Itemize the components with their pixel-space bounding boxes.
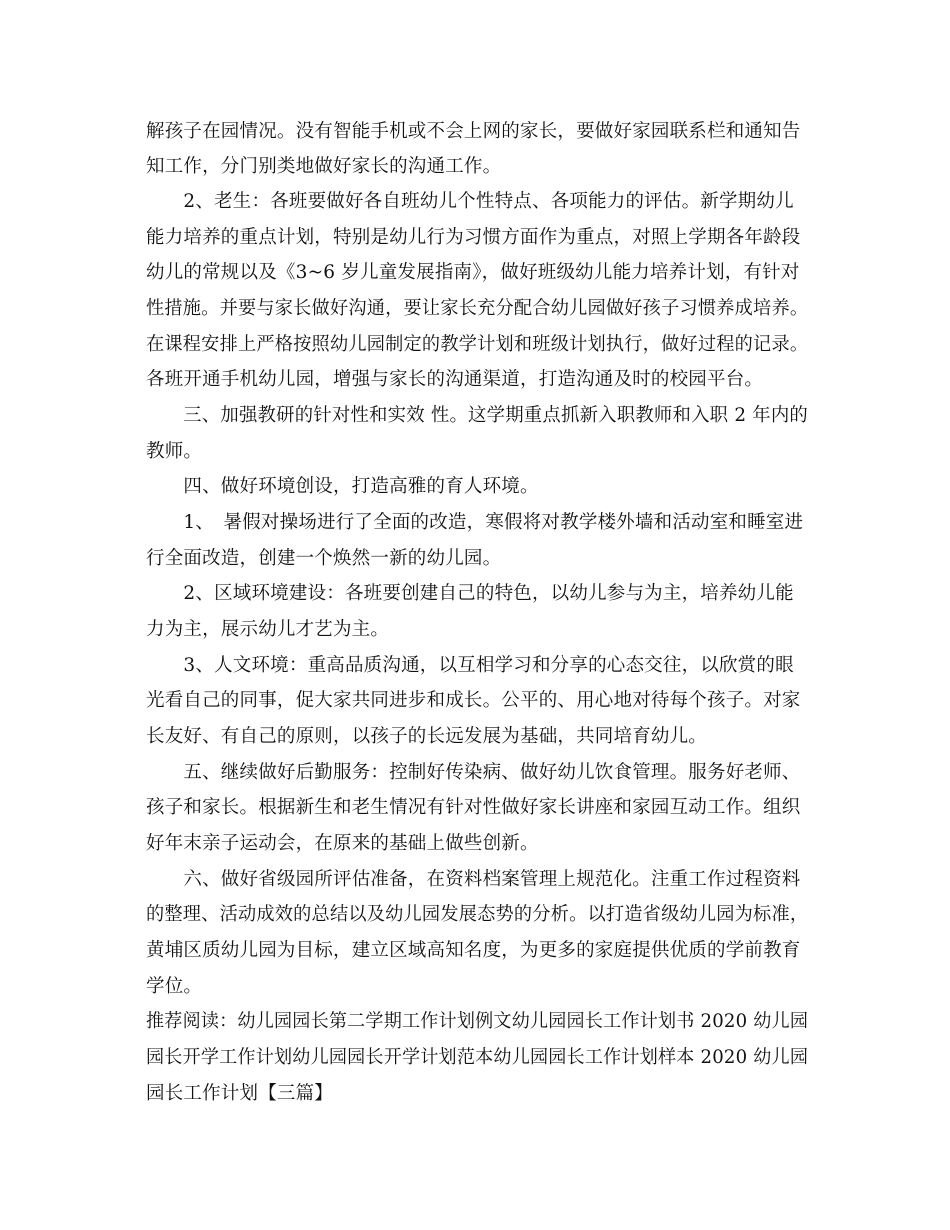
text-line: 在课程安排上严格按照幼儿园制定的教学计划和班级计划执行，做好过程的记录。	[146, 334, 809, 355]
text-line: 解孩子在园情况。没有智能手机或不会上网的家长，要做好家园联系栏和通知告	[146, 121, 801, 142]
text-line: 1、 暑假对操场进行了全面的改造，寒假将对教学楼外墙和活动室和睡室进	[146, 512, 804, 533]
text-line: 各班开通手机幼儿园，增强与家长的沟通渠道，打造沟通及时的校园平台。	[146, 369, 764, 390]
text-line: 好年末亲子运动会，在原来的基础上做些创新。	[146, 833, 539, 854]
text-line: 园长开学工作计划幼儿园园长开学计划范本幼儿园园长工作计划样本 2020 幼儿园	[146, 1047, 809, 1068]
text-line: 行全面改造，创建一个焕然一新的幼儿园。	[146, 548, 502, 569]
text-line: 能力培养的重点计划，特别是幼儿行为习惯方面作为重点，对照上学期各年龄段	[146, 227, 801, 248]
text-line: 2、区域环境建设：各班要创建自己的特色，以幼儿参与为主，培养幼儿能	[146, 583, 794, 604]
text-line: 五、继续做好后勤服务：控制好传染病、做好幼儿饮食管理。服务好老师、	[146, 762, 801, 783]
text-line: 孩子和家长。根据新生和老生情况有针对性做好家长讲座和家园互动工作。组织	[146, 797, 801, 818]
text-line: 的整理、活动成效的总结以及幼儿园发展态势的分析。以打造省级幼儿园为标准，	[146, 904, 809, 925]
text-line: 六、做好省级园所评估准备，在资料档案管理上规范化。注重工作过程资料	[146, 869, 801, 890]
text-line: 光看自己的同事，促大家共同进步和成长。公平的、用心地对待每个孩子。对家	[146, 690, 801, 711]
text-line: 性措施。并要与家长做好沟通，要让家长充分配合幼儿园做好孩子习惯养成培养。	[146, 298, 809, 319]
text-line: 3、人文环境：重高品质沟通，以互相学习和分享的心态交往，以欣赏的眼	[146, 655, 794, 676]
text-line: 知工作，分门别类地做好家长的沟通工作。	[146, 156, 502, 177]
text-line: 园长工作计划【三篇】	[146, 1083, 334, 1104]
text-line: 四、做好环境创设，打造高雅的育人环境。	[146, 476, 539, 497]
text-line: 学位。	[146, 976, 203, 997]
text-line: 长友好、有自己的原则，以孩子的长远发展为基础，共同培育幼儿。	[146, 726, 708, 747]
text-line: 三、加强教研的针对性和实效 性。这学期重点抓新入职教师和入职 2 年内的	[146, 405, 809, 426]
text-line: 幼儿的常规以及《3~6 岁儿童发展指南》，做好班级幼儿能力培养计划，有针对	[146, 262, 800, 283]
text-line: 黄埔区质幼儿园为目标，建立区域高知名度，为更多的家庭提供优质的学前教育	[146, 940, 801, 961]
text-line: 推荐阅读：幼儿园园长第二学期工作计划例文幼儿园园长工作计划书 2020 幼儿园	[146, 1011, 809, 1032]
text-line: 2、老生：各班要做好各自班幼儿个性特点、各项能力的评估。新学期幼儿	[146, 191, 794, 212]
text-line: 教师。	[146, 441, 203, 462]
text-line: 力为主，展示幼儿才艺为主。	[146, 619, 390, 640]
